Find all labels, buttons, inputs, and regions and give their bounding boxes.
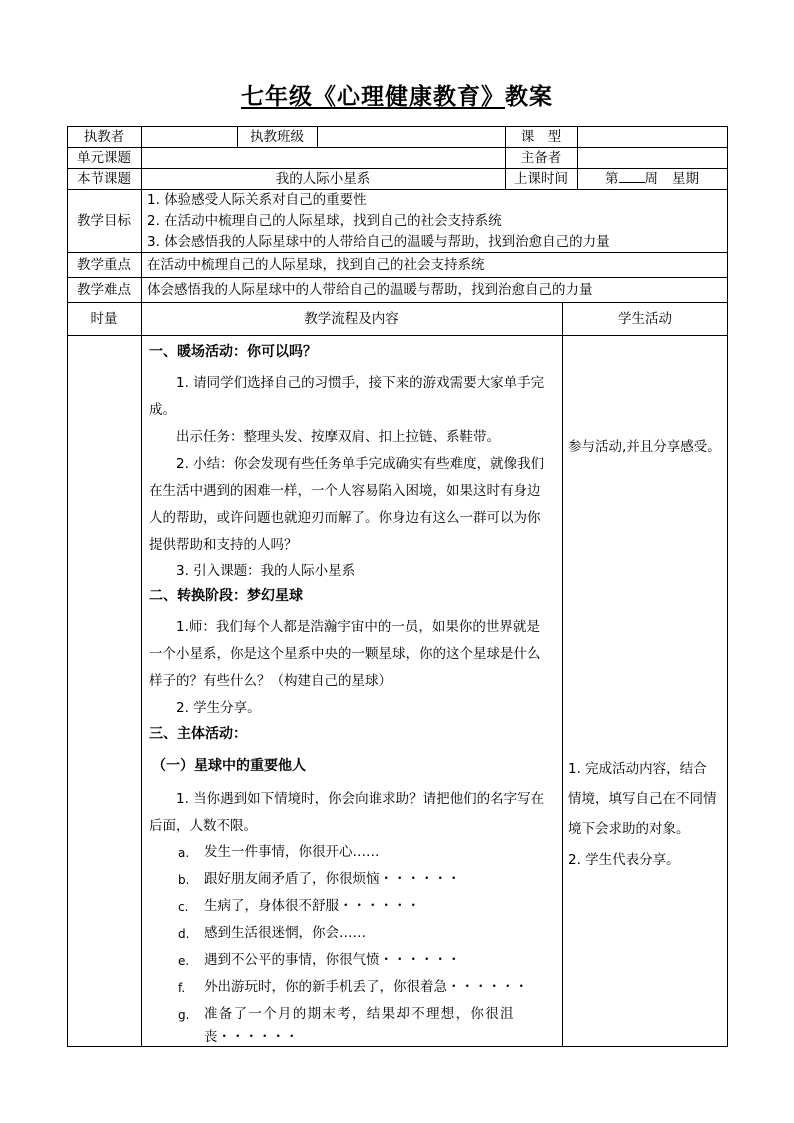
item-b-text: 跟好朋友闹矛盾了，你很烦恼・・・・・・ xyxy=(204,871,461,887)
item-d-mark: d. xyxy=(178,927,190,941)
section-3-title: 三、主体活动： xyxy=(149,726,247,742)
s1-p1a: 1. 请同学们选择自己的习惯手，接下来的游戏需要大家单手完 xyxy=(176,375,545,391)
title-prefix: 七年级 xyxy=(241,84,313,110)
lesson-label: 本节课题 xyxy=(77,171,131,187)
s3-p1a: 1. 当你遇到如下情境时，你会向谁求助？请把他们的名字写在 xyxy=(176,791,545,807)
unit-label: 单元课题 xyxy=(77,150,131,166)
class-time xyxy=(605,170,699,188)
student-activity-3: 2. 学生代表分享。 xyxy=(568,852,680,868)
col-student: 学生活动 xyxy=(618,311,672,327)
section-1-title: 一、暖场活动：你可以吗？ xyxy=(149,344,317,360)
lead-label: 主备者 xyxy=(520,150,562,166)
student-activity-1: 参与活动,并且分享感受。 xyxy=(568,439,721,455)
s2-p1a: 1.师：我们每个人都是浩瀚宇宙中的一员，如果你的世界就是 xyxy=(176,619,540,635)
item-f-mark: f. xyxy=(178,981,186,995)
week-blank xyxy=(619,170,645,183)
col-process: 教学流程及内容 xyxy=(304,311,399,327)
week-prefix: 第 xyxy=(605,171,619,187)
document-title xyxy=(0,78,794,111)
student-activity-2c: 境下会求助的对象。 xyxy=(568,821,690,837)
weekday: 星期 xyxy=(672,171,699,187)
s1-p3c: 人的帮助，或许问题也就迎刃而解了。你身边有这么一群可以为你 xyxy=(149,510,541,526)
s1-p2: 出示任务：整理头发、按摩双肩、扣上拉链、系鞋带。 xyxy=(176,429,500,445)
s1-p1b: 成。 xyxy=(149,402,176,418)
item-d-text: 感到生活很迷惘，你会…… xyxy=(204,925,366,941)
item-g-text: 准备了一个月的期末考，结果却不理想，你很沮 xyxy=(204,1006,515,1022)
time-label: 上课时间 xyxy=(514,171,568,187)
week-mid: 周 xyxy=(644,171,658,187)
teacher-label: 执教者 xyxy=(83,129,125,145)
item-a-mark: a. xyxy=(178,846,190,860)
item-a-text: 发生一件事情，你很开心…… xyxy=(204,844,380,860)
goal-2: 2. 在活动中梳理自己的人际星球，找到自己的社会支持系统 xyxy=(147,213,502,229)
section-2-title: 二、转换阶段：梦幻星球 xyxy=(149,588,303,604)
key-label: 教学重点 xyxy=(77,257,131,273)
s1-p3a: 2. 小结：你会发现有些任务单手完成确实有些难度，就像我们 xyxy=(176,456,545,472)
s2-p1b: 一个小星系，你是这个星系中央的一颗星球，你的这个星球是什么 xyxy=(149,646,541,662)
item-f-text: 外出游玩时，你的新手机丢了，你很着急・・・・・・ xyxy=(204,979,528,995)
diff-label: 教学难点 xyxy=(77,282,131,298)
item-e-text: 遇到不公平的事情，你很气愤・・・・・・ xyxy=(204,952,461,968)
item-g-cont: 丧・・・・・・ xyxy=(204,1029,299,1045)
item-b-mark: b. xyxy=(178,873,190,887)
student-activity-2b: 情境，填写自己在不同情 xyxy=(568,791,717,807)
title-middle: 《心理健康教育》 xyxy=(313,84,505,110)
section-3-subtitle: （一）星球中的重要他人 xyxy=(152,758,306,774)
key-value: 在活动中梳理自己的人际星球，找到自己的社会支持系统 xyxy=(147,257,485,273)
goal-label: 教学目标 xyxy=(77,213,131,229)
class-label: 执教班级 xyxy=(250,129,304,145)
student-activity-2a: 1. 完成活动内容，结合 xyxy=(568,761,707,777)
type-label: 课 型 xyxy=(520,129,562,145)
item-e-mark: e. xyxy=(178,954,190,968)
item-c-text: 生病了，身体很不舒服・・・・・・ xyxy=(204,898,420,914)
s3-p1b: 后面，人数不限。 xyxy=(149,818,257,834)
item-c-mark: c. xyxy=(178,900,189,914)
item-g-mark: g. xyxy=(178,1008,190,1022)
s1-p3d: 提供帮助和支持的人吗？ xyxy=(149,537,298,553)
title-suffix: 教案 xyxy=(505,84,553,110)
diff-value: 体会感悟我的人际星球中的人带给自己的温暖与帮助，找到治愈自己的力量 xyxy=(147,282,593,298)
goal-3: 3. 体会感悟我的人际星球中的人带给自己的温暖与帮助，找到治愈自己的力量 xyxy=(147,234,610,250)
s2-p2: 2. 学生分享。 xyxy=(176,700,261,716)
s1-p3b: 在生活中遇到的困难一样，一个人容易陷入困境，如果这时有身边 xyxy=(149,483,541,499)
s1-p4: 3. 引入课题：我的人际小星系 xyxy=(176,563,356,579)
col-time: 时量 xyxy=(90,311,118,327)
s2-p1c: 样子的？有些什么？（构建自己的星球） xyxy=(149,673,392,689)
lesson-title: 我的人际小星系 xyxy=(275,171,371,187)
goal-1: 1. 体验感受人际关系对自己的重要性 xyxy=(147,192,367,208)
